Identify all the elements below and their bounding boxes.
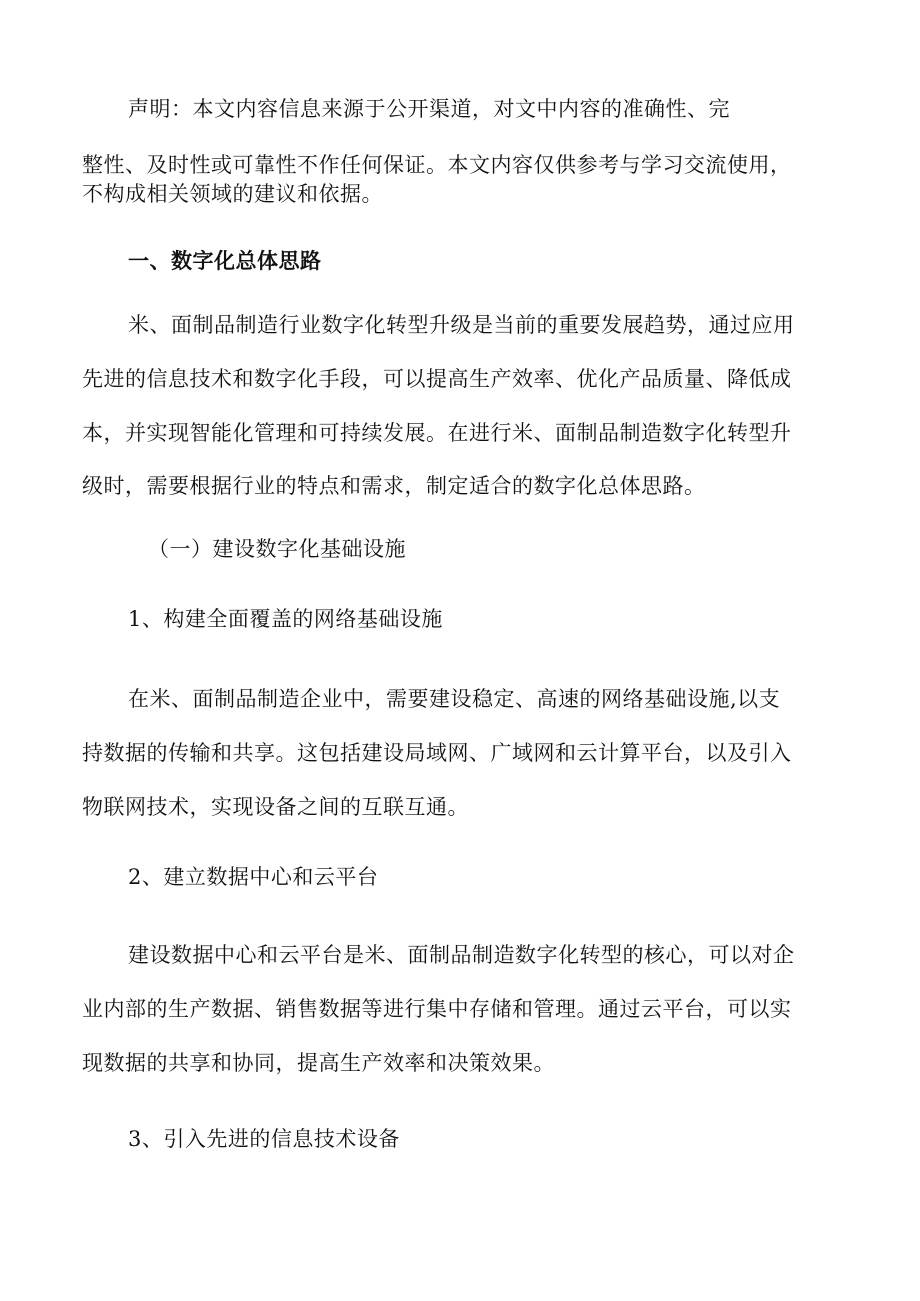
intro-line-3: 本，并实现智能化管理和可持续发展。在进行米、面制品制造数字化转型升	[82, 421, 792, 445]
subsection-heading: （一）建设数字化基础设施	[148, 537, 406, 561]
section-heading: 一、数字化总体思路	[128, 248, 322, 273]
item-2-body-line-2: 业内部的生产数据、销售数据等进行集中存储和管理。通过云平台，可以实	[82, 997, 792, 1021]
intro-line-4: 级时，需要根据行业的特点和需求，制定适合的数字化总体思路。	[82, 474, 706, 498]
item-2-body-line-3: 现数据的共享和协同，提高生产效率和决策效果。	[82, 1051, 555, 1075]
item-1-body-line-2: 持数据的传输和共享。这包括建设局域网、广域网和云计算平台，以及引入	[82, 741, 792, 765]
disclaimer-line-2: 整性、及时性或可靠性不作任何保证。本文内容仅供参考与学习交流使用，	[82, 153, 792, 177]
item-2-body-line-1: 建设数据中心和云平台是米、面制品制造数字化转型的核心，可以对企	[128, 943, 795, 967]
item-3-title: 3、引入先进的信息技术设备	[128, 1127, 400, 1151]
intro-line-2: 先进的信息技术和数字化手段，可以提高生产效率、优化产品质量、降低成	[82, 367, 792, 391]
item-1-title: 1、构建全面覆盖的网络基础设施	[128, 607, 443, 631]
item-2-title: 2、建立数据中心和云平台	[128, 865, 379, 889]
item-1-body-line-1: 在米、面制品制造企业中，需要建设稳定、高速的网络基础设施,以支	[128, 687, 781, 711]
item-1-body-line-3: 物联网技术，实现设备之间的互联互通。	[82, 795, 469, 819]
intro-line-1: 米、面制品制造行业数字化转型升级是当前的重要发展趋势，通过应用	[128, 313, 795, 337]
disclaimer-line-3: 不构成相关领域的建议和依据。	[82, 182, 383, 206]
disclaimer-line-1: 声明：本文内容信息来源于公开渠道，对文中内容的准确性、完	[128, 97, 730, 121]
